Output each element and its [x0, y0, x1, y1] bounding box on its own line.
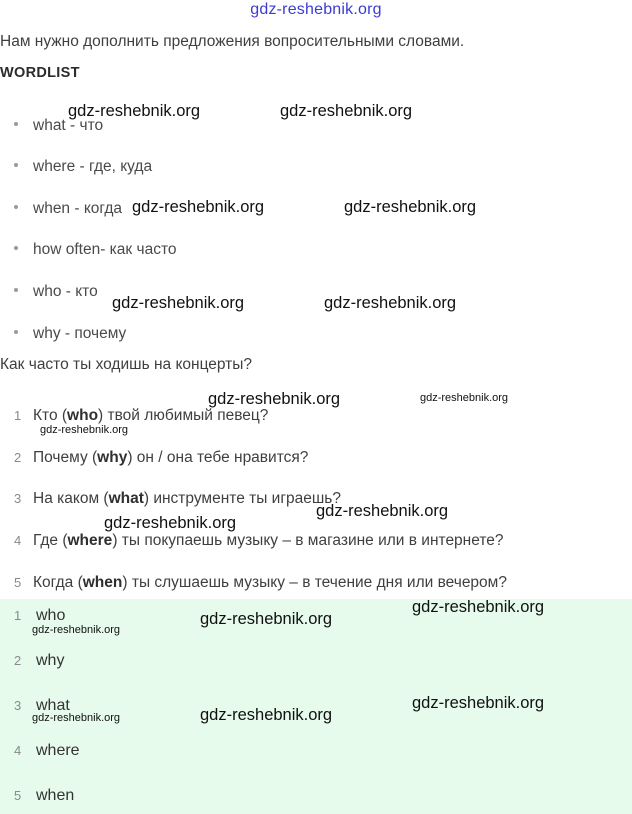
- sentence-item: [14, 449, 308, 467]
- wordlist-item: [14, 283, 98, 301]
- sentence-item: [14, 574, 507, 592]
- answer-text: who: [36, 607, 66, 624]
- watermark: gdz-reshebnik.org: [280, 102, 413, 120]
- sentence-item: [14, 532, 504, 550]
- sentence-item: [14, 490, 341, 508]
- wordlist-item-text: when - когда: [33, 200, 123, 217]
- answer-number: 2: [14, 653, 22, 668]
- bullet-icon: [14, 246, 18, 250]
- sentence-start: Почему (: [33, 449, 98, 466]
- answer-item: [14, 787, 74, 805]
- answer-text: what: [36, 697, 70, 714]
- item-number: 5: [14, 575, 22, 590]
- watermark: gdz-reshebnik.org: [316, 502, 449, 520]
- wordlist-item-text: how often- как часто: [33, 241, 177, 258]
- sentence-start: Когда (: [33, 574, 83, 591]
- sentence-end: ) твой любимый певец?: [98, 407, 269, 424]
- wordlist-item: [14, 325, 126, 343]
- watermark: gdz-reshebnik.org: [412, 694, 545, 712]
- sentence-end: ) ты покупаешь музыку – в магазине или в интернете?: [112, 532, 504, 549]
- bullet-icon: [14, 122, 18, 126]
- answer-text: why: [36, 652, 65, 669]
- watermark: gdz-reshebnik.org: [68, 102, 201, 120]
- question-heading: Как часто ты ходишь на концерты?: [0, 356, 253, 373]
- watermark: gdz-reshebnik.org: [420, 392, 509, 404]
- wordlist-item: [14, 241, 177, 259]
- watermark: gdz-reshebnik.org: [104, 514, 237, 532]
- watermark: gdz-reshebnik.org: [208, 390, 341, 408]
- answer-item: [14, 652, 64, 670]
- item-number: 3: [14, 491, 22, 506]
- watermark: gdz-reshebnik.org: [324, 294, 457, 312]
- answer-number: 4: [14, 743, 22, 758]
- wordlist-item: [14, 158, 152, 176]
- answer-number: 1: [14, 608, 22, 623]
- answer-word: why: [97, 449, 128, 466]
- answer-text: where: [36, 742, 80, 759]
- answer-word: where: [67, 532, 113, 549]
- answer-number: 5: [14, 788, 22, 803]
- bullet-icon: [14, 288, 18, 292]
- wordlist-heading: WORDLIST: [0, 65, 80, 81]
- site-watermark-header: gdz-reshebnik.org: [250, 1, 382, 18]
- bullet-icon: [14, 330, 18, 334]
- answer-text: when: [36, 787, 75, 804]
- wordlist-item-text: why - почему: [33, 325, 127, 342]
- watermark: gdz-reshebnik.org: [412, 598, 545, 616]
- wordlist-item-text: where - где, куда: [33, 158, 153, 175]
- item-number: 1: [14, 408, 22, 423]
- answer-number: 3: [14, 698, 22, 713]
- wordlist-item: [14, 200, 122, 218]
- answer-item: [14, 742, 80, 760]
- watermark: gdz-reshebnik.org: [344, 198, 477, 216]
- answer-word: when: [82, 574, 123, 591]
- watermark: gdz-reshebnik.org: [112, 294, 245, 312]
- sentence-start: Кто (: [33, 407, 68, 424]
- watermark: gdz-reshebnik.org: [32, 624, 121, 636]
- sentence-start: На каком (: [33, 490, 109, 507]
- watermark: gdz-reshebnik.org: [200, 706, 333, 724]
- answer-item: [14, 607, 65, 625]
- bullet-icon: [14, 163, 18, 167]
- answer-word: what: [108, 490, 144, 507]
- answer-word: who: [67, 407, 99, 424]
- wordlist-item-text: who - кто: [33, 283, 98, 300]
- bullet-icon: [14, 205, 18, 209]
- wordlist-item-text: what - что: [33, 117, 104, 134]
- sentence-end: ) инструменте ты играешь?: [143, 490, 341, 507]
- watermark: gdz-reshebnik.org: [132, 198, 265, 216]
- sentence-item: [14, 407, 268, 425]
- watermark: gdz-reshebnik.org: [200, 610, 333, 628]
- sentence-start: Где (: [33, 532, 68, 549]
- watermark: gdz-reshebnik.org: [32, 712, 121, 724]
- item-number: 2: [14, 450, 22, 465]
- item-number: 4: [14, 533, 22, 548]
- sentence-end: ) ты слушаешь музыку – в течение дня или вечером?: [122, 574, 507, 591]
- sentence-end: ) он / она тебе нравится?: [127, 449, 309, 466]
- watermark: gdz-reshebnik.org: [40, 424, 129, 436]
- intro-text: Нам нужно дополнить предложения вопросительными словами.: [0, 33, 465, 50]
